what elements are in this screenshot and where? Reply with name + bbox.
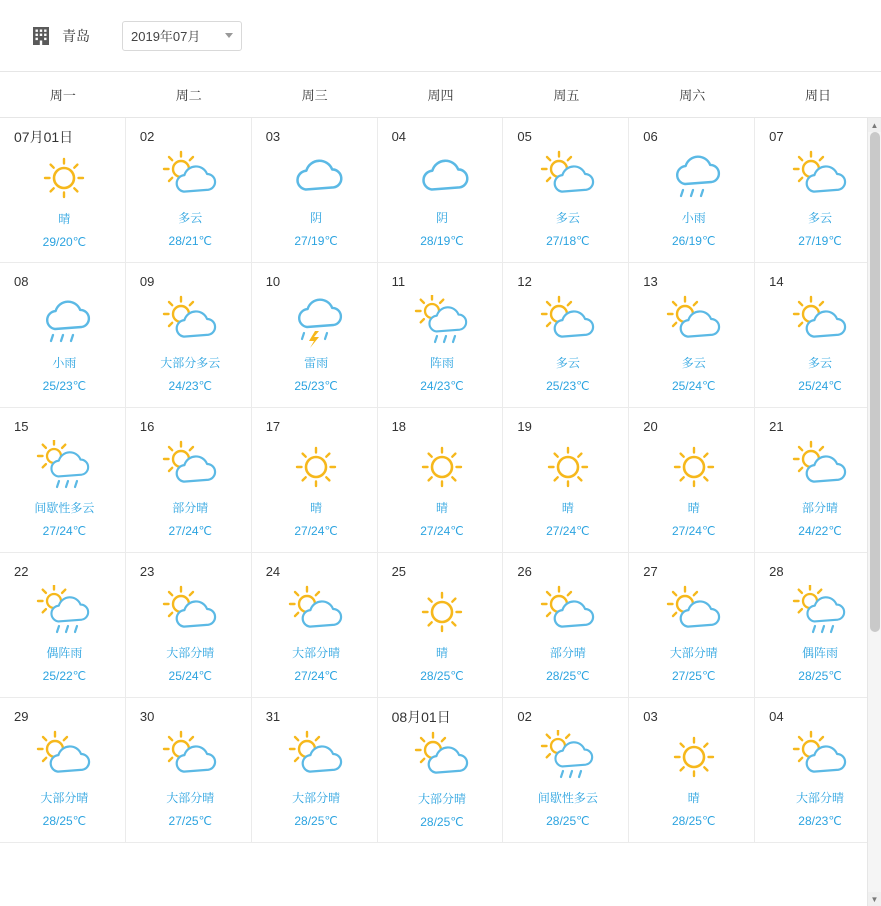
calendar-day-cell[interactable] (0, 408, 126, 553)
weather-icon-rain (643, 149, 744, 205)
weather-description: 大部分晴 (669, 646, 718, 660)
weather-description: 雷雨 (304, 356, 329, 370)
calendar-day-cell[interactable] (0, 698, 126, 843)
calendar-day-cell[interactable] (755, 408, 881, 553)
day-number: 16 (139, 419, 155, 434)
calendar-day-cell[interactable] (252, 698, 378, 843)
weather-description: 偶阵雨 (46, 646, 83, 660)
city-name: 青岛 (62, 27, 90, 44)
temperature-range: 28/25℃ (546, 814, 590, 828)
weather-description: 间歇性多云 (34, 501, 95, 515)
weather-description: 阴 (310, 211, 323, 225)
day-number: 06 (643, 129, 658, 144)
calendar-day-cell[interactable] (126, 698, 252, 843)
calendar-day-cell[interactable] (629, 553, 755, 698)
weather-icon-partly-sunny (643, 584, 744, 640)
day-number: 13 (643, 274, 658, 289)
weather-icon-partly-sunny (140, 584, 241, 640)
calendar-grid (0, 118, 881, 843)
calendar-day-cell[interactable] (503, 118, 629, 263)
day-number: 27 (643, 564, 658, 579)
temperature-range: 25/24℃ (671, 379, 716, 393)
weather-description: 晴 (310, 501, 323, 515)
weather-description: 晴 (561, 501, 574, 515)
calendar-day-cell[interactable] (252, 553, 378, 698)
temperature-range: 25/22℃ (42, 669, 87, 683)
calendar-day-cell[interactable] (378, 553, 504, 698)
weather-icon-sun-shower (517, 729, 618, 785)
day-number: 18 (391, 419, 407, 434)
month-select-value: 2019年07月 (131, 29, 201, 44)
temperature-range: 28/25℃ (546, 669, 590, 683)
calendar-day-cell[interactable] (629, 408, 755, 553)
day-number: 04 (769, 709, 784, 724)
weather-icon-sunny (14, 150, 115, 206)
weather-icon-partly-sunny (140, 729, 241, 785)
weather-description: 部分晴 (549, 646, 586, 660)
day-number: 02 (139, 129, 155, 144)
day-number: 28 (769, 564, 784, 579)
temperature-range: 28/25℃ (294, 814, 338, 828)
weather-description: 大部分多云 (160, 356, 221, 370)
temperature-range: 26/19℃ (671, 234, 716, 248)
day-number: 22 (14, 564, 29, 579)
temperature-range: 27/19℃ (294, 234, 338, 248)
weather-icon-partly-sunny (266, 584, 367, 640)
temperature-range: 28/25℃ (42, 814, 87, 828)
scroll-up-icon[interactable]: ▲ (868, 118, 881, 132)
weather-description: 大部分晴 (166, 791, 215, 805)
weather-description: 晴 (435, 501, 448, 515)
temperature-range: 28/19℃ (420, 234, 464, 248)
weather-description: 多云 (178, 211, 203, 225)
temperature-range: 28/25℃ (798, 669, 842, 683)
temperature-range: 25/23℃ (42, 379, 87, 393)
weekday-label: 周日 (805, 88, 832, 103)
calendar-day-cell[interactable] (378, 263, 504, 408)
day-number: 20 (643, 419, 658, 434)
day-number: 08 (14, 274, 29, 289)
temperature-range: 28/25℃ (420, 669, 464, 683)
weather-icon-thunderstorm (266, 294, 367, 350)
weather-icon-partly-sunny (140, 149, 241, 205)
scrollbar-thumb[interactable] (870, 132, 880, 632)
temperature-range: 25/24℃ (168, 669, 213, 683)
calendar-day-cell[interactable] (503, 553, 629, 698)
day-number: 23 (139, 564, 155, 579)
temperature-range: 27/24℃ (671, 524, 716, 538)
day-number: 09 (139, 274, 155, 289)
weather-icon-sunny (517, 439, 618, 495)
day-number: 14 (769, 274, 784, 289)
weather-icon-sunny (643, 439, 744, 495)
weather-icon-partly-sunny (140, 294, 241, 350)
calendar-day-cell[interactable] (629, 118, 755, 263)
weather-description: 大部分晴 (40, 791, 89, 805)
calendar-day-cell[interactable] (126, 553, 252, 698)
temperature-range: 25/24℃ (798, 379, 842, 393)
weather-description: 晴 (687, 791, 700, 805)
calendar-day-cell[interactable] (126, 118, 252, 263)
temperature-range: 28/21℃ (168, 234, 213, 248)
day-number: 24 (265, 564, 281, 579)
weekday-label: 周三 (301, 88, 328, 103)
day-number: 15 (14, 419, 29, 434)
temperature-range: 28/25℃ (671, 814, 716, 828)
calendar-day-cell[interactable] (378, 698, 504, 843)
weather-icon-partly-sunny (517, 149, 618, 205)
weather-description: 部分晴 (802, 501, 839, 515)
temperature-range: 27/19℃ (798, 234, 842, 248)
day-number: 03 (643, 709, 658, 724)
weather-icon-cloudy (266, 149, 367, 205)
day-number: 02 (517, 709, 532, 724)
weather-icon-sun-shower (769, 584, 871, 640)
weather-description: 晴 (687, 501, 700, 515)
temperature-range: 27/24℃ (294, 669, 338, 683)
calendar-scroll-area (0, 118, 881, 906)
day-number: 30 (139, 709, 155, 724)
weekday-label: 周五 (553, 88, 580, 103)
weekday-label: 周四 (427, 88, 454, 103)
calendar-day-cell[interactable] (126, 263, 252, 408)
temperature-range: 28/23℃ (798, 814, 842, 828)
weather-description: 大部分晴 (417, 792, 466, 806)
weather-icon-rain (14, 294, 115, 350)
calendar-day-cell[interactable] (629, 698, 755, 843)
vertical-scrollbar[interactable] (867, 118, 881, 906)
toolbar (0, 0, 881, 72)
weather-icon-sun-shower (14, 584, 115, 640)
day-number: 03 (265, 129, 281, 144)
chevron-down-icon (225, 33, 233, 38)
weather-description: 大部分晴 (292, 646, 341, 660)
calendar-day-cell[interactable] (378, 408, 504, 553)
weather-description: 偶阵雨 (802, 646, 839, 660)
day-number: 07月01日 (14, 129, 74, 145)
weather-icon-partly-sunny (643, 294, 744, 350)
day-number: 29 (14, 709, 29, 724)
temperature-range: 27/18℃ (546, 234, 590, 248)
calendar-day-cell[interactable] (755, 553, 881, 698)
weather-icon-partly-sunny (266, 729, 367, 785)
weather-description: 多云 (681, 356, 706, 370)
calendar-day-cell[interactable] (755, 698, 881, 843)
temperature-range: 29/20℃ (42, 235, 87, 249)
day-number: 07 (769, 129, 784, 144)
weather-icon-partly-sunny (769, 729, 871, 785)
weather-description: 大部分晴 (166, 646, 215, 660)
weather-description: 阵雨 (429, 356, 454, 370)
calendar-day-cell[interactable] (0, 263, 126, 408)
weather-icon-sun-shower (392, 294, 493, 350)
weather-icon-sunny (266, 439, 367, 495)
weekday-label: 周一 (49, 88, 76, 103)
calendar-day-cell[interactable] (252, 263, 378, 408)
weather-icon-sunny (643, 729, 744, 785)
calendar-day-cell[interactable] (126, 408, 252, 553)
day-number: 11 (391, 274, 406, 289)
weekday-label: 周二 (175, 88, 202, 103)
calendar-day-cell[interactable] (755, 263, 881, 408)
temperature-range: 27/24℃ (168, 524, 213, 538)
day-number: 05 (517, 129, 532, 144)
temperature-range: 28/25℃ (420, 815, 464, 829)
temperature-range: 27/24℃ (420, 524, 464, 538)
scroll-down-icon[interactable]: ▼ (868, 892, 881, 906)
calendar-day-cell[interactable] (378, 118, 504, 263)
weather-description: 小雨 (681, 211, 706, 225)
weather-description: 部分晴 (172, 501, 209, 515)
weather-icon-partly-sunny (517, 294, 618, 350)
temperature-range: 27/24℃ (42, 524, 87, 538)
weather-description: 大部分晴 (796, 791, 845, 805)
weather-icon-partly-sunny (517, 584, 618, 640)
weather-icon-sun-shower (14, 439, 115, 495)
day-number: 12 (517, 274, 532, 289)
weather-icon-partly-sunny (769, 294, 871, 350)
weather-description: 大部分晴 (292, 791, 341, 805)
weather-description: 多云 (555, 211, 580, 225)
weather-icon-cloudy (392, 149, 493, 205)
calendar-day-cell[interactable] (252, 408, 378, 553)
day-number: 19 (517, 419, 532, 434)
weather-description: 多云 (808, 211, 833, 225)
weekday-label: 周六 (679, 88, 706, 103)
temperature-range: 27/24℃ (294, 524, 338, 538)
day-number: 21 (769, 419, 784, 434)
calendar-day-cell[interactable] (0, 553, 126, 698)
temperature-range: 24/23℃ (168, 379, 213, 393)
month-select[interactable] (122, 21, 242, 51)
building-icon (30, 25, 52, 47)
temperature-range: 27/25℃ (671, 669, 716, 683)
calendar-day-cell[interactable] (503, 408, 629, 553)
temperature-range: 27/24℃ (546, 524, 590, 538)
weather-description: 间歇性多云 (537, 791, 598, 805)
calendar-day-cell[interactable] (755, 118, 881, 263)
weather-description: 晴 (58, 212, 71, 226)
temperature-range: 25/23℃ (294, 379, 338, 393)
city-selector[interactable] (30, 25, 90, 47)
day-number: 08月01日 (391, 709, 451, 725)
weather-description: 晴 (435, 646, 448, 660)
day-number: 31 (265, 709, 281, 724)
day-number: 10 (265, 274, 281, 289)
weather-description: 多云 (808, 356, 833, 370)
weather-icon-partly-sunny (392, 730, 493, 786)
temperature-range: 27/25℃ (168, 814, 213, 828)
weather-icon-sunny (392, 584, 493, 640)
weather-description: 多云 (555, 356, 580, 370)
calendar-day-cell[interactable] (629, 263, 755, 408)
weather-icon-sunny (392, 439, 493, 495)
day-number: 17 (265, 419, 281, 434)
calendar-day-cell[interactable] (0, 118, 126, 263)
day-number: 26 (517, 564, 532, 579)
weather-description: 小雨 (52, 356, 77, 370)
weather-icon-partly-sunny (769, 149, 871, 205)
calendar-day-cell[interactable] (503, 263, 629, 408)
day-number: 04 (391, 129, 407, 144)
calendar-day-cell[interactable] (503, 698, 629, 843)
calendar-day-cell[interactable] (252, 118, 378, 263)
temperature-range: 24/22℃ (798, 524, 842, 538)
temperature-range: 25/23℃ (546, 379, 590, 393)
weather-icon-partly-sunny (140, 439, 241, 495)
weather-icon-partly-sunny (769, 439, 871, 495)
weather-icon-partly-sunny (14, 729, 115, 785)
weekday-header (0, 72, 881, 118)
day-number: 25 (391, 564, 407, 579)
temperature-range: 24/23℃ (420, 379, 464, 393)
weather-description: 阴 (435, 211, 448, 225)
